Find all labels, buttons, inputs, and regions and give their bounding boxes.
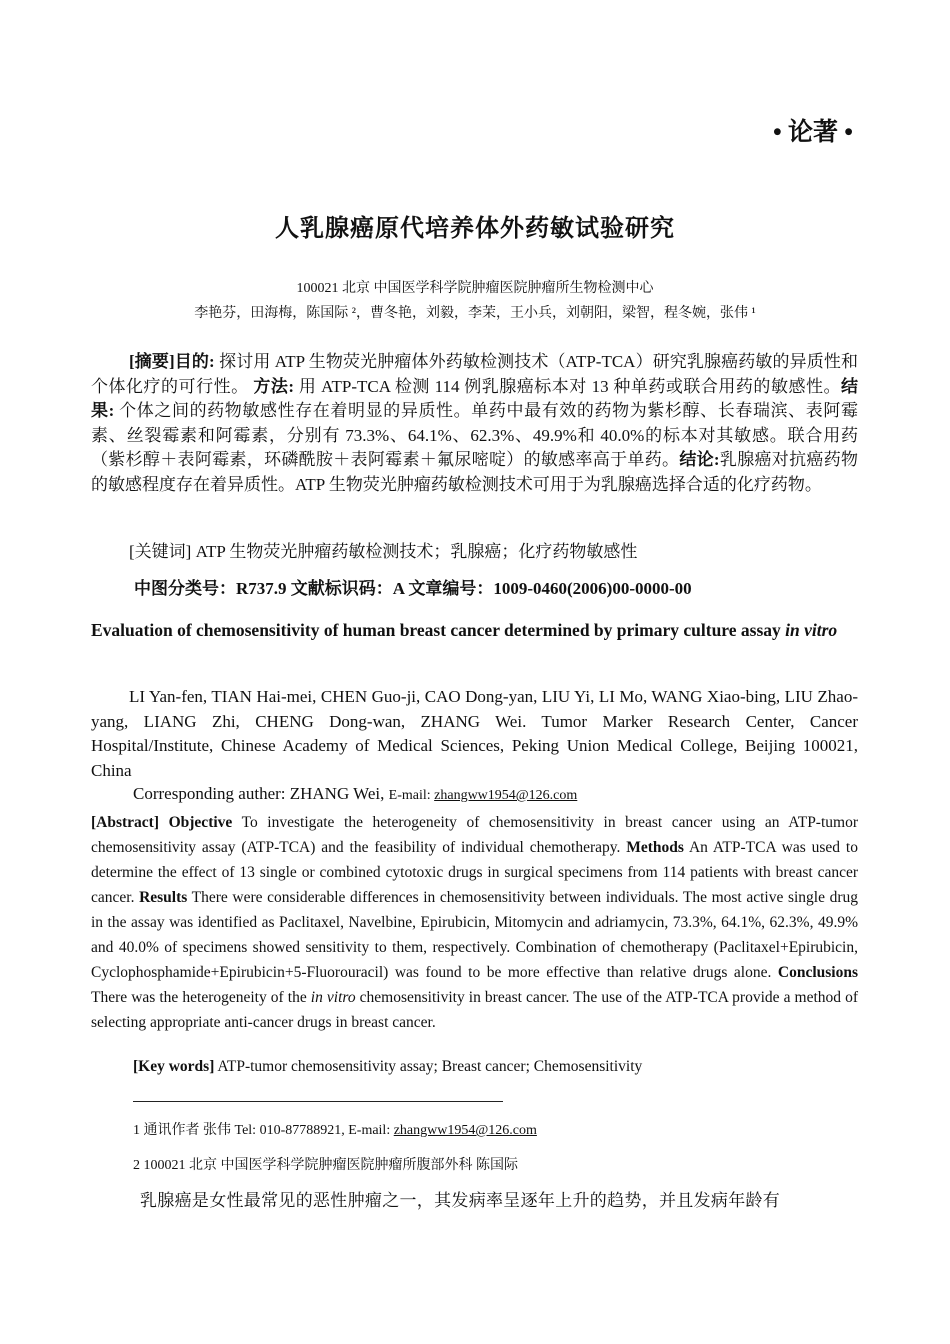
paper-title: 人乳腺癌原代培养体外药敏试验研究	[275, 216, 675, 242]
conclusion-label-cn: 结论:	[679, 450, 720, 469]
objective-text-cn: 探讨用 ATP 生物荧光肿瘤体外药敏检测技术（ATP-TCA）研究乳腺癌药敏的异质性和个体化疗的可行性。	[91, 352, 858, 396]
body-paragraph-start: 乳腺癌是女性最常见的恶性肿瘤之一，其发病率呈逐年上升的趋势，并且发病年龄有	[140, 1191, 781, 1210]
objective-text-en: To investigate the heterogeneity of chemosensitivity in breast cancer using an ATP-tumor chemosensitivity assay (ATP-TCA) and the feasibility of individual chemotherapy.	[91, 814, 858, 856]
methods-text-cn: 用 ATP-TCA 检测 114 例乳腺癌标本对 13 种单药或联合用药的敏感性。	[294, 376, 841, 396]
footnote-1-text: 1 通讯作者 张伟 Tel: 010-87788921, E-mail:	[133, 1123, 394, 1138]
corresponding-email-label: E-mail:	[388, 788, 435, 803]
footnote-divider	[133, 1101, 503, 1102]
methods-label-cn: 方法:	[253, 376, 295, 396]
methods-text-en: An ATP-TCA was used to determine the effect of 13 single or combined cytotoxic drugs in surgical specimens from 114 patients with breast cancer cancer.	[91, 839, 858, 906]
objective-label-en: Objective	[168, 814, 233, 831]
abstract-cn	[91, 350, 858, 497]
conclusion-text-cn: 乳腺癌对抗癌药物的敏感程度存在着异质性。ATP 生物荧光肿瘤药敏检测技术可用于为乳腺癌选择合适的化疗药物。	[91, 450, 859, 494]
english-title-main: Evaluation of chemosensitivity of human breast cancer determined by primary culture assay	[91, 620, 786, 640]
corresponding-author	[91, 784, 900, 804]
footnote-1	[133, 1119, 537, 1139]
footnote-1-email-link[interactable]: zhangww1954@126.com	[393, 1123, 537, 1138]
abstract-en	[91, 810, 858, 1035]
keywords-en	[91, 1058, 900, 1076]
corresponding-email-link[interactable]: zhangww1954@126.com	[434, 788, 578, 803]
keywords-cn: [关键词] ATP 生物荧光肿瘤药敏检测技术；乳腺癌；化疗药物敏感性	[129, 542, 638, 561]
results-label-en: Results	[139, 889, 188, 906]
results-text-cn: 个体之间的药物敏感性存在着明显的异质性。单药中最有效的药物为紫杉醇、长春瑞滨、表阿霉素、丝裂霉素和阿霉素，分别有 73.3%、64.1%、62.3%、49.9%和 40.0%的标本对其敏感。联合用药（紫杉醇＋表阿霉素，环磷酰胺＋表阿霉素＋氟尿嘧啶）的敏感率高于单药。	[91, 401, 859, 469]
english-title	[91, 611, 858, 649]
results-label-cn: 结果:	[91, 376, 858, 420]
english-authors: LI Yan-fen, TIAN Hai-mei, CHEN Guo-ji, CAO Dong-yan, LIU Yi, LI Mo, WANG Xiao-bing, LIU Zhao-yang, LIANG Zhi, CHENG Dong-wan, ZHANG Wei. Tumor Marker Research Center, Cancer Hospital/Institute, Chinese Academy of Medical Sciences, Peking Union Medical College, Beijing 100021, China	[91, 687, 858, 780]
conclusions-italic-en: in vitro	[310, 989, 356, 1006]
abstract-cn-label: [摘要]	[129, 352, 175, 371]
abstract-en-label: [Abstract]	[91, 814, 160, 831]
authors-cn: 李艳芬，田海梅，陈国际 ²，曹冬艳，刘毅，李茉，王小兵，刘朝阳，梁智，程冬婉，张伟 ¹	[194, 306, 756, 321]
classification-line: 中图分类号：R737.9 文献标识码：A 文章编号：1009-0460(2006)00-0000-00	[134, 579, 692, 598]
conclusions-label-en: Conclusions	[777, 964, 858, 981]
keywords-en-label: [Key words]	[133, 1058, 215, 1075]
conclusions-text-en-b: chemosensitivity in breast cancer. The use of the ATP-TCA provide a method of selecting appropriate anti-cancer drugs in breast cancer.	[91, 989, 858, 1031]
objective-label-cn: 目的:	[174, 352, 215, 371]
corresponding-label: Corresponding auther: ZHANG Wei,	[133, 784, 389, 803]
section-tag: • 论著 •	[772, 119, 853, 146]
methods-label-en: Methods	[626, 839, 684, 856]
conclusions-text-en-a: There was the heterogeneity of the	[91, 989, 311, 1006]
english-title-italic: in vitro	[785, 620, 838, 640]
affiliation-cn: 100021 北京 中国医学科学院肿瘤医院肿瘤所生物检测中心	[296, 281, 654, 296]
keywords-en-text: ATP-tumor chemosensitivity assay; Breast cancer; Chemosensitivity	[214, 1058, 643, 1075]
footnote-2: 2 100021 北京 中国医学科学院肿瘤医院肿瘤所腹部外科 陈国际	[133, 1158, 518, 1173]
results-text-en: There were considerable differences in chemosensitivity between individuals. The most active single drug in the assay was identified as Paclitaxel, Navelbine, Epirubicin, Mitomycin and adriamycin, 73.3%, 64.1%, 62.3%, 49.9% and 40.0% of specimens showed sensitivity to them, respectively. Combination of chemotherapy (Paclitaxel+Epirubicin, Cyclophosphamide+Epirubicin+5-Fluorouracil) was found to be more effective than relative drugs alone.	[91, 889, 858, 981]
